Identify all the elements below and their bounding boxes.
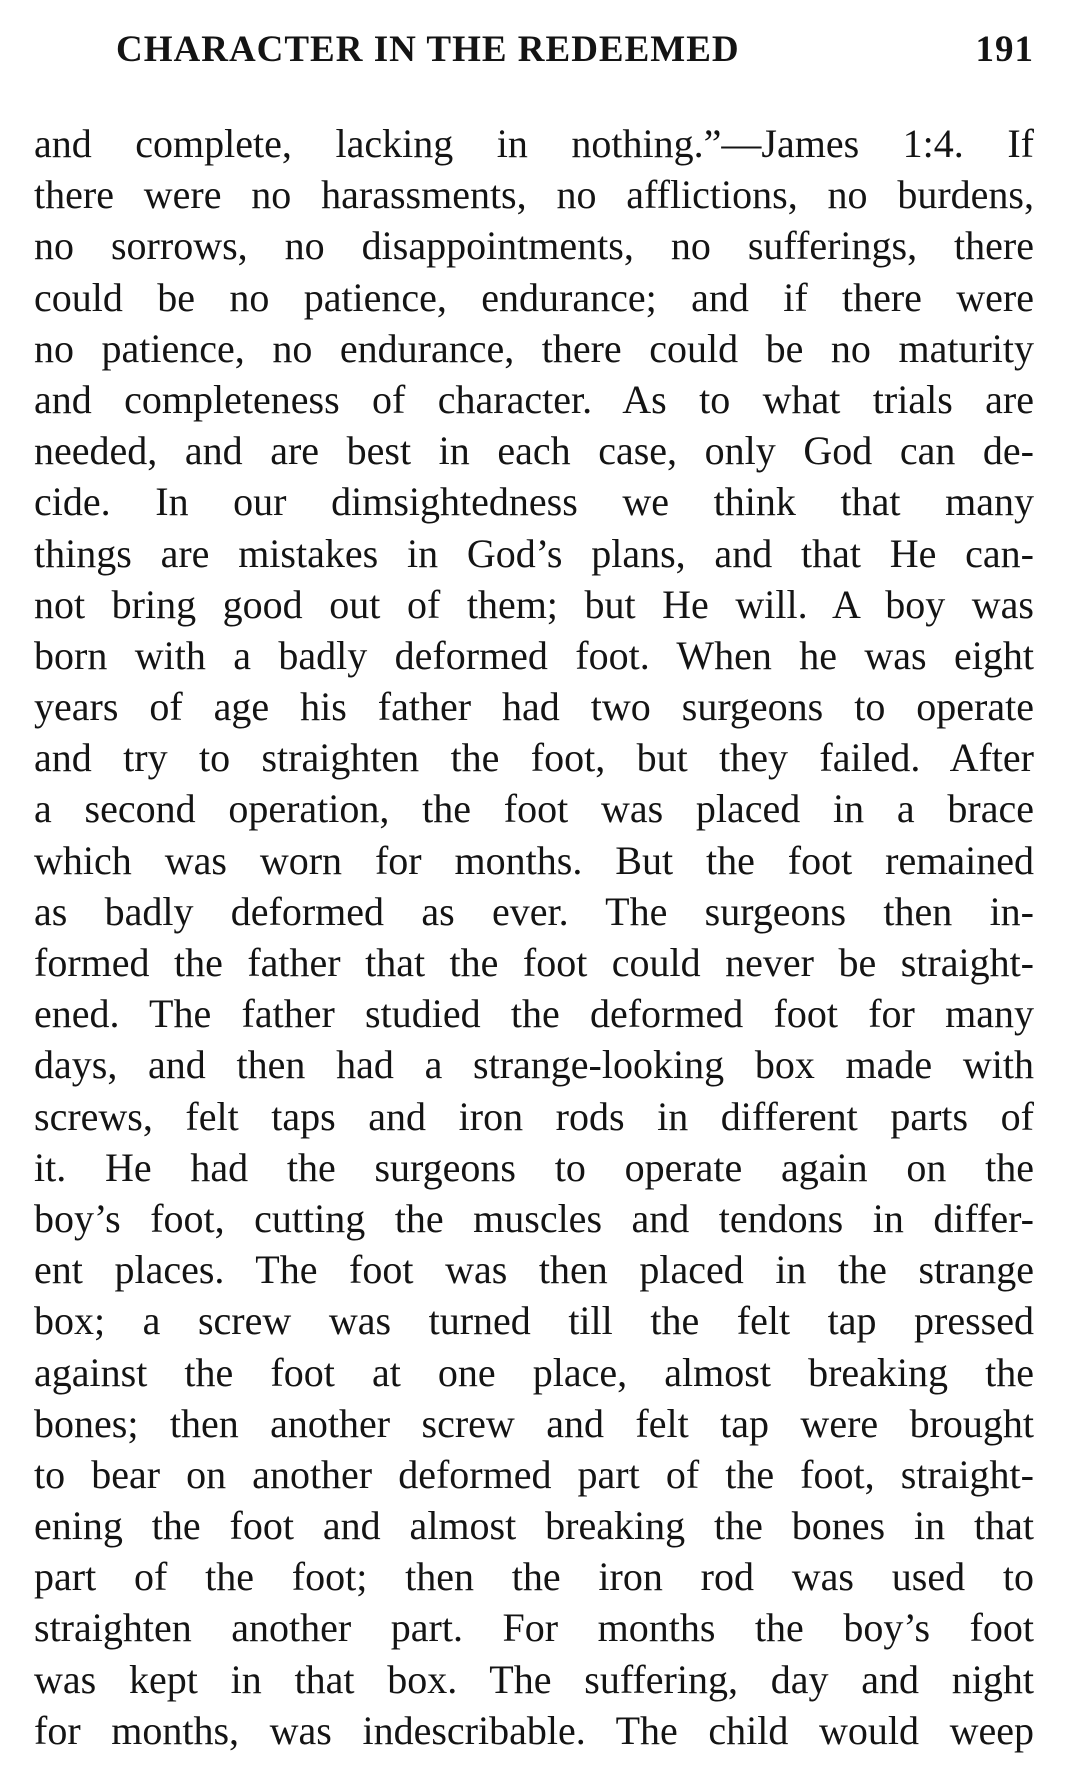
running-head [34, 22, 1034, 82]
text-line: to bear on another deformed part of the foot, straight- [34, 1451, 1034, 1497]
text-line: for months, was indescribable. The child would weep [34, 1707, 1034, 1753]
text-line: part of the foot; then the iron rod was used to [34, 1554, 1034, 1600]
text-line: formed the father that the foot could never be straight- [34, 940, 1034, 985]
text-line: and completeness of character. As to what trials are [34, 376, 1034, 422]
text-line: it. He had the surgeons to operate again on the [34, 1144, 1034, 1190]
text-line: which was worn for months. But the foot remained [34, 837, 1034, 883]
text-line: things are mistakes in God’s plans, and that He can- [34, 530, 1034, 576]
text-line: there were no harassments, no afflictions, no burdens, [34, 172, 1034, 218]
text-line: bones; then another screw and felt tap were brought [34, 1400, 1034, 1446]
text-line: cide. In our dimsightedness we think that many [34, 479, 1034, 525]
running-head-title: CHARACTER IN THE REDEEMED [116, 29, 740, 70]
text-line: and try to straighten the foot, but they failed. After [34, 735, 1034, 781]
text-line: years of age his father had two surgeons to operate [34, 684, 1034, 730]
text-line: against the foot at one place, almost breaking the [34, 1349, 1034, 1395]
text-line: no sorrows, no disappointments, no sufferings, there [34, 223, 1034, 269]
text-line: box; a screw was turned till the felt tap pressed [34, 1298, 1034, 1344]
text-line: ened. The father studied the deformed foot for many [34, 991, 1034, 1037]
text-line: needed, and are best in each case, only God can de- [34, 428, 1034, 474]
text-line: and complete, lacking in nothing.”—James 1:4. If [34, 121, 1034, 166]
body-text [34, 118, 1034, 1756]
text-line: as badly deformed as ever. The surgeons then in- [34, 888, 1034, 934]
text-line: ening the foot and almost breaking the bones in that [34, 1503, 1034, 1549]
text-line: screws, felt taps and iron rods in different parts of [34, 1093, 1034, 1139]
page-number: 191 [975, 29, 1034, 70]
text-line: days, and then had a strange-looking box made with [34, 1042, 1034, 1088]
text-line: no patience, no endurance, there could be no maturity [34, 325, 1034, 371]
text-line: not bring good out of them; but He will. A boy was [34, 581, 1034, 627]
text-line: a second operation, the foot was placed in a brace [34, 786, 1034, 832]
text-line: was kept in that box. The suffering, day and night [34, 1656, 1034, 1702]
text-line: born with a badly deformed foot. When he was eight [34, 632, 1034, 678]
text-line: could be no patience, endurance; and if there were [34, 274, 1034, 320]
text-line: straighten another part. For months the boy’s foot [34, 1605, 1034, 1651]
book-page [34, 22, 1034, 1756]
text-line: ent places. The foot was then placed in the strange [34, 1247, 1034, 1293]
text-line: boy’s foot, cutting the muscles and tendons in differ- [34, 1195, 1034, 1241]
